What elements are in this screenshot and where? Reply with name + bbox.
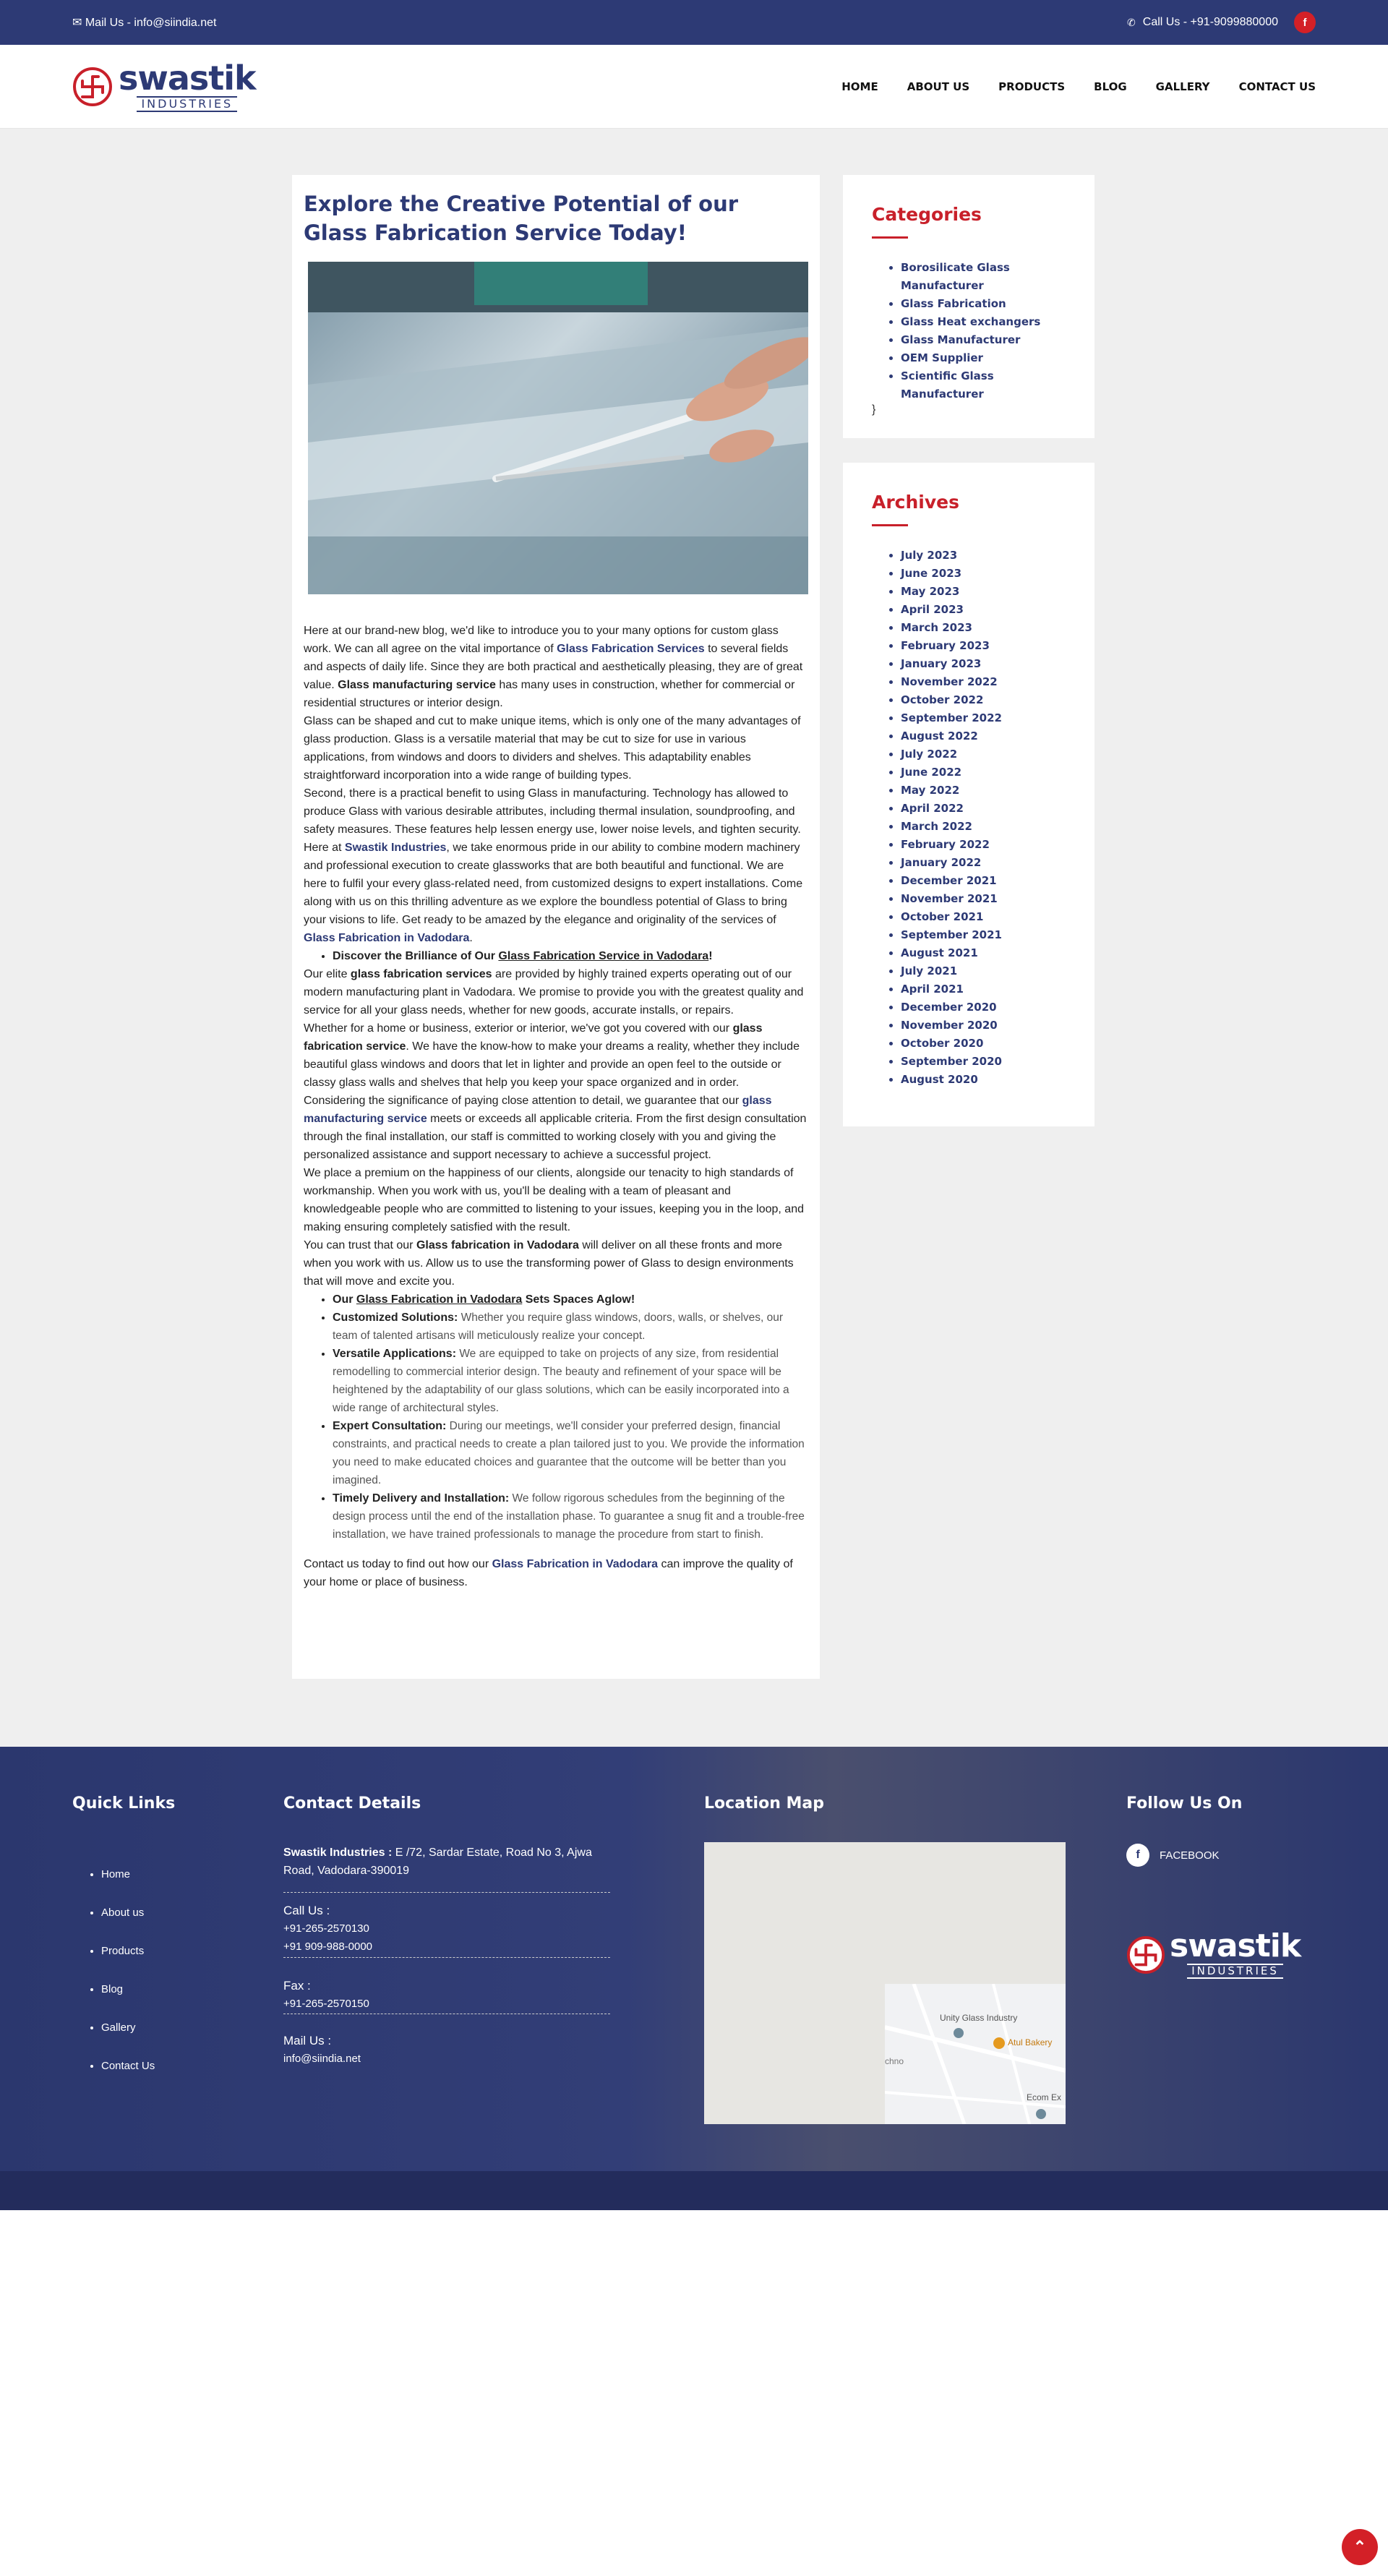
list-item: • Our Glass Fabrication in Vadodara Sets Spaces Aglow! [333,1291,808,1309]
archive-link[interactable]: • October 2020 [901,1035,1066,1053]
site-header [0,45,1388,129]
nav-blog[interactable]: BLOG [1094,80,1127,93]
paragraph-3: Second, there is a practical benefit to using Glass in manufacturing. Technology has allowed to produce Glass with various desirable attributes, including thermal insulation, soundproofing, and safety measures. These features help lessen energy use, lower noise levels, and tighten security. [304,787,801,836]
archive-link[interactable]: • October 2022 [901,691,1066,709]
categories-title: Categories [872,204,982,225]
archive-link[interactable]: • July 2023 [901,547,1066,565]
list-item: • Versatile Applications: We are equipped to take on projects of any size, from residential remodelling to commercial interior design. The beauty and refinement of your space will be heightened by the adaptability of our glass solutions, which can be easily incorporated into a wide range of architectural styles. [333,1345,808,1417]
paragraph-7: Considering the significance of paying close attention to detail, we guarantee that our glass manufacturing service meets or exceeds all applicable criteria. From the first design consultation through the final installation, our staff is committed to working closely with you and giving the personalized assistance and support necessary to achieve a successful project. [304,1095,807,1161]
follow-us-title: Follow Us On [1126,1794,1243,1813]
logo-wordmark: swastik [119,58,256,98]
link-swastik-industries[interactable]: Swastik Industries [344,842,447,854]
archive-link[interactable]: • June 2023 [901,565,1066,583]
map-pin-icon [993,2037,1005,2049]
call-link[interactable]: Call Us - +91-9099880000 [1142,16,1278,28]
list-item: • Discover the Brilliance of Our Glass Fabrication Service in Vadodara! [333,947,808,965]
highlight-list [333,947,808,965]
category-link[interactable]: • Borosilicate Glass Manufacturer [901,259,1066,295]
archive-link[interactable]: • July 2021 [901,962,1066,980]
archive-link[interactable]: • November 2022 [901,673,1066,691]
facebook-icon: f [1126,1844,1149,1867]
footer-link-home[interactable]: • Home [101,1855,246,1894]
mail-link[interactable]: ✉ Mail Us - info@siindia.net [72,17,217,29]
archive-link[interactable]: • December 2021 [901,872,1066,890]
swastika-logo-icon [72,67,113,107]
paragraph-9: You can trust that our Glass fabrication in Vadodara will deliver on all these fronts and more when you work with us. Allow us to use the transforming power of Glass to design environments that will move and excite you. [304,1239,794,1288]
logo-subtitle: INDUSTRIES [137,96,237,112]
title-underline [872,524,908,526]
archive-link[interactable]: • August 2021 [901,944,1066,962]
archive-link[interactable]: • April 2022 [901,800,1066,818]
article-title: Explore the Creative Potential of our Glass Fabrication Service Today! [304,192,739,245]
archive-link[interactable]: • June 2022 [901,763,1066,782]
link-glass-fabrication-vadodara[interactable]: Glass Fabrication in Vadodara [304,932,470,944]
category-link[interactable]: • Glass Fabrication [901,295,1066,313]
archive-link[interactable]: • January 2023 [901,655,1066,673]
scroll-to-top-button[interactable] [1342,2529,1378,2565]
quick-links-title: Quick Links [72,1794,176,1813]
archive-link[interactable]: • January 2022 [901,854,1066,872]
nav-about-us[interactable]: ABOUT US [907,80,970,93]
footer-link-products[interactable]: • Products [101,1932,246,1970]
archive-link[interactable]: • April 2021 [901,980,1066,998]
archive-link[interactable]: • December 2020 [901,998,1066,1017]
list-item: • Expert Consultation: During our meetings, we'll consider your preferred design, financial constraints, and practical needs to create a plan tailored just to you. We provide the information you need to make educated choices and guarantee that the outcome will be better than you imagined. [333,1417,808,1489]
paragraph-5: Our elite glass fabrication services are provided by highly trained experts operating out of our modern manufacturing plant in Vadodara. We promise to provide you with the greatest quality and service for all your glass needs, whether for new goods, accurate installs, or repairs. [304,968,804,1017]
archive-link[interactable]: • September 2022 [901,709,1066,727]
copyright-bar [0,2171,1388,2210]
map-pin-icon [954,2028,964,2038]
phone-2[interactable]: +91 909-988-0000 [283,1940,373,1953]
glass-cutting-photo [308,262,808,594]
chevron-up-icon: ⌃ [1353,2538,1367,2556]
nav-products[interactable]: PRODUCTS [998,80,1066,93]
main-nav [841,80,1316,93]
categories-list [901,259,1066,403]
archive-link[interactable]: • November 2020 [901,1017,1066,1035]
archive-link[interactable]: • October 2021 [901,908,1066,926]
contact-title: Contact Details [283,1794,421,1813]
footer-facebook-link[interactable]: f FACEBOOK [1126,1844,1271,1867]
article-body [304,622,808,1591]
archive-link[interactable]: • August 2020 [901,1071,1066,1089]
map-tile [885,1984,1066,2124]
link-glass-fabrication-vadodara-2[interactable]: Glass Fabrication in Vadodara [492,1558,659,1570]
categories-widget: Categories • Borosilicate Glass Manufacturer • Glass Fabrication • Glass Heat exchangers • Glass Manufacturer • OEM Supplier • Scientific Glass Manufacturer } [843,175,1094,438]
archive-link[interactable]: • November 2021 [901,890,1066,908]
footer-link-contact[interactable]: • Contact Us [101,2047,246,2085]
phone-block: Call Us : +91-265-2570130 +91 909-988-0000 [283,1901,610,1958]
archive-link[interactable]: • March 2023 [901,619,1066,637]
archives-title: Archives [872,492,959,513]
features-list [333,1291,808,1544]
map-label: Unity Glass Industry [940,2013,1018,2023]
nav-gallery[interactable]: GALLERY [1155,80,1210,93]
footer-link-gallery[interactable]: • Gallery [101,2008,246,2047]
map-label: chno [885,2056,904,2066]
phone-1[interactable]: +91-265-2570130 [283,1922,369,1935]
address-block: Swastik Industries : E /72, Sardar Estate, Road No 3, Ajwa Road, Vadodara-390019 [283,1844,610,1893]
link-glass-manufacturing-service[interactable]: glass manufacturing service [304,1095,772,1125]
paragraph-6: Whether for a home or business, exterior or interior, we've got you covered with our glass fabrication service. We have the know-how to make your dreams a reality, whether they include beautiful glass windows and doors that let in lighter and provide an open feel to the outside or classy glass walls and shelves that help you keep your space organized and in order. [304,1022,800,1089]
paragraph-8: We place a premium on the happiness of our clients, alongside our tenacity to high standards of workmanship. When you work with us, you'll be dealing with a team of pleasant and knowledgeable people who are committed to listening to your issues, keeping you in the loop, and making ensuring completely satisfied with the result. [304,1167,804,1233]
paragraph-intro: Here at our brand-new blog, we'd like to introduce you to your many options for custom glass work. We can all agree on the vital importance of Glass Fabrication Services to several fields and aspects of daily life. Since they are both practical and aesthetically pleasing, they are of great value. Glass manufacturing service has many uses in construction, whether for commercial or residential structures or interior design. [304,625,803,709]
map-pin-icon [1036,2109,1046,2119]
archive-link[interactable]: • July 2022 [901,745,1066,763]
paragraph-2: Glass can be shaped and cut to make unique items, which is only one of the many advantages of glass production. Glass is a versatile material that may be cut to size for use in various applications, from windows and doors to dividers and shelves. This adaptability enables straightforward incorporation into a wide range of building types. [304,715,801,782]
blog-article [292,175,820,1679]
list-item: • Customized Solutions: Whether you require glass windows, doors, walls, or shelves, our team of talented artisans will meticulously realize your concept. [333,1309,808,1345]
phone-icon: ✆ [1127,16,1136,28]
archives-widget [843,463,1094,1126]
list-item: • Timely Delivery and Installation: We follow rigorous schedules from the beginning of the design process until the end of the installation phase. To guarantee a snug fit and a trouble-free installation, we have trained professionals to manage the procedure from start to finish. [333,1489,808,1544]
nav-contact-us[interactable]: CONTACT US [1238,80,1316,93]
archive-link[interactable]: • April 2023 [901,601,1066,619]
archive-link[interactable]: • September 2020 [901,1053,1066,1071]
fax-block: Fax : +91-265-2570150 [283,1977,610,2014]
site-logo[interactable] [72,58,256,112]
paragraph-closing: Contact us today to find out how our Glass Fabrication in Vadodara can improve the quality of your home or place of business. [304,1558,793,1588]
top-bar [0,0,1388,45]
archive-link[interactable]: • March 2022 [901,818,1066,836]
footer-mail-link[interactable]: info@siindia.net [283,2053,361,2065]
archive-link[interactable]: • September 2021 [901,926,1066,944]
paragraph-4: Here at Swastik Industries, we take enormous pride in our ability to combine modern machinery and professional execution to create glassworks that are both beautiful and functional. We are here to fulfil your every glass-related need, from customized designs to expert installations. Come along with us on this thrilling adventure as we explore the boundless potential of Glass to bring your visions to life. Get ready to be amazed by the elegance and originality of the services of Glass Fabrication in Vadodara. [304,842,803,944]
quick-links-list [101,1855,246,2085]
facebook-icon[interactable]: f [1294,12,1316,33]
category-link[interactable]: • Scientific Glass Manufacturer [901,367,1066,403]
archive-link[interactable]: • May 2023 [901,583,1066,601]
archive-link[interactable]: • February 2023 [901,637,1066,655]
archive-link[interactable]: • August 2022 [901,727,1066,745]
category-link[interactable]: • Glass Heat exchangers [901,313,1066,331]
link-glass-fabrication-services[interactable]: Glass Fabrication Services [557,643,705,655]
category-link[interactable]: • OEM Supplier [901,349,1066,367]
footer-link-blog[interactable]: • Blog [101,1970,246,2008]
archives-list [901,547,1066,1089]
map-label: Atul Bakery [1008,2037,1053,2047]
map-label: Ecom Ex [1027,2092,1062,2102]
title-underline [872,236,908,239]
footer-logo: swastik INDUSTRIES [1126,1930,1301,1979]
location-map-title: Location Map [704,1794,824,1813]
swastika-logo-icon [1126,1935,1165,1974]
main-content [0,129,1388,1747]
site-footer [0,1747,1388,2171]
hero-image [308,262,808,594]
location-map[interactable] [704,1842,1066,2124]
archive-link[interactable]: • May 2022 [901,782,1066,800]
footer-link-about[interactable]: • About us [101,1894,246,1932]
nav-home[interactable]: HOME [841,80,878,93]
mail-block: Mail Us : info@siindia.net [283,2032,610,2069]
category-link[interactable]: • Glass Manufacturer [901,331,1066,349]
archive-link[interactable]: • February 2022 [901,836,1066,854]
